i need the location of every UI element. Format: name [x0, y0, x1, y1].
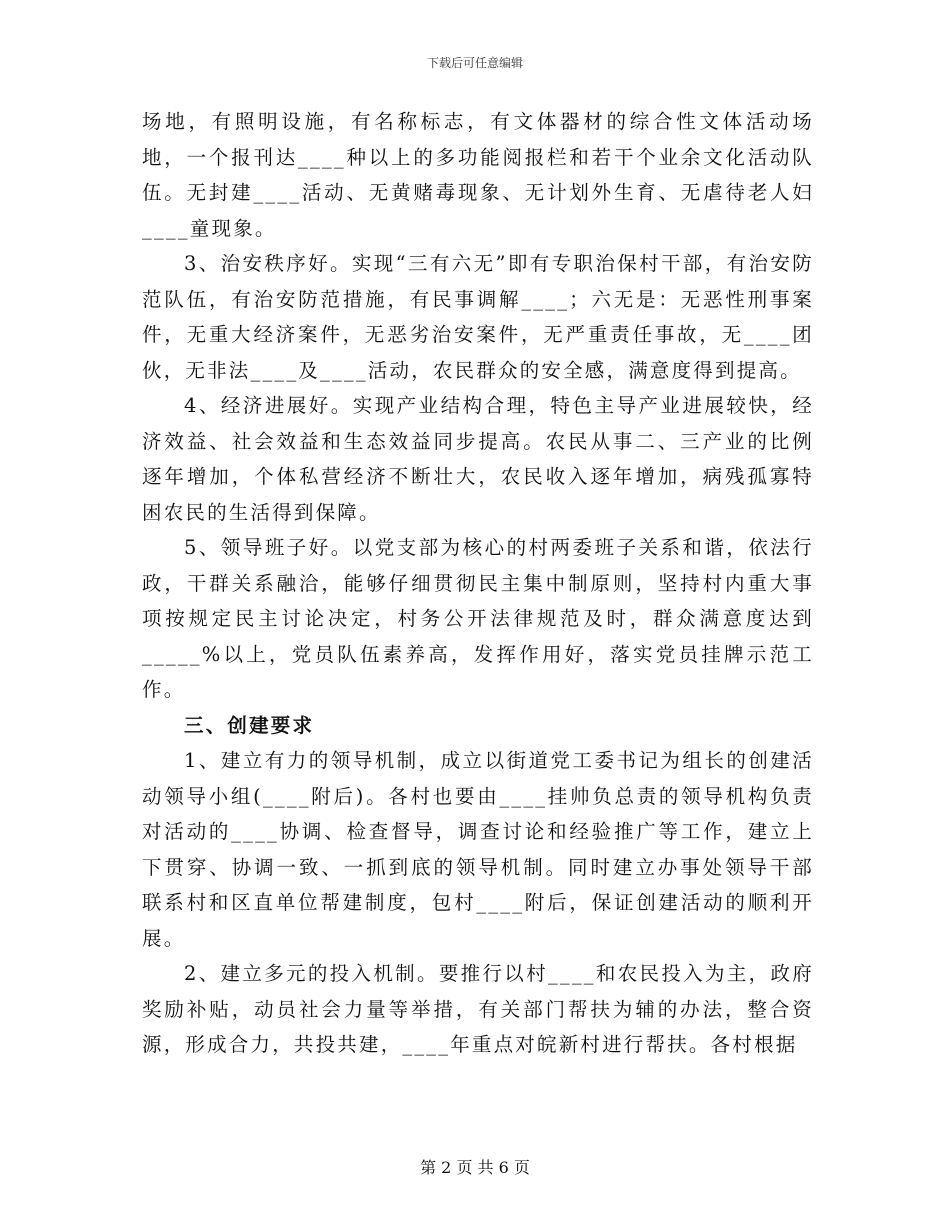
section-heading-requirements: 三、创建要求 — [184, 713, 315, 737]
paragraph-requirement-2: 2、建立多元的投入机制。要推行以村____和农民投入为主，政府奖励补贴，动员社会力量等举措，有关部门帮扶为辅的办法，整合资源，形成合力，共投共建，____年重点对皖新村进行帮扶。各村根据 — [142, 962, 814, 1056]
paragraph-requirement-1: 1、建立有力的领导机制，成立以街道党工委书记为组长的创建活动领导小组(____附后)。各村也要由____挂帅负总责的领导机构负责对活动的____协调、检查督导，调查讨论和经验推广等工作，建立上下贯穿、协调一致、一抓到底的领导机制。同时建立办事处领导干部联系村和区直单位帮建制度，包村____附后，保证创建活动的顺利开展。 — [142, 749, 814, 950]
page-header-note: 下载后可任意编辑 — [426, 56, 523, 70]
paragraph-economy: 4、经济进展好。实现产业结构合理，特色主导产业进展较快，经济效益、社会效益和生态效益同步提高。农民从事二、三产业的比例逐年增加，个体私营经济不断壮大，农民收入逐年增加，病残孤寡特困农民的生活得到保障。 — [142, 394, 814, 524]
paragraph-public-security: 3、治安秩序好。实现“三有六无”即有专职治保村干部，有治安防范队伍，有治安防范措施，有民事调解____；六无是：无恶性刑事案件，无重大经济案件，无恶劣治安案件，无严重责任事故，无____团伙，无非法____及____活动，农民群众的安全感，满意度得到提高。 — [142, 252, 814, 382]
document-body — [142, 104, 814, 1063]
page-number: 第 2 页 共 6 页 — [420, 1158, 530, 1177]
paragraph-continuation: 场地，有照明设施，有名称标志，有文体器材的综合性文体活动场地，一个报刊达____种以上的多功能阅报栏和若干个业余文化活动队伍。无封建____活动、无黄赌毒现象、无计划外生育、无虐待老人妇____童现象。 — [142, 110, 814, 240]
paragraph-leadership: 5、领导班子好。以党支部为核心的村两委班子关系和谐，依法行政，干群关系融洽，能够仔细贯彻民主集中制原则，坚持村内重大事项按规定民主讨论决定，村务公开法律规范及时，群众满意度达到_____%以上，党员队伍素养高，发挥作用好，落实党员挂牌示范工作。 — [142, 536, 814, 701]
